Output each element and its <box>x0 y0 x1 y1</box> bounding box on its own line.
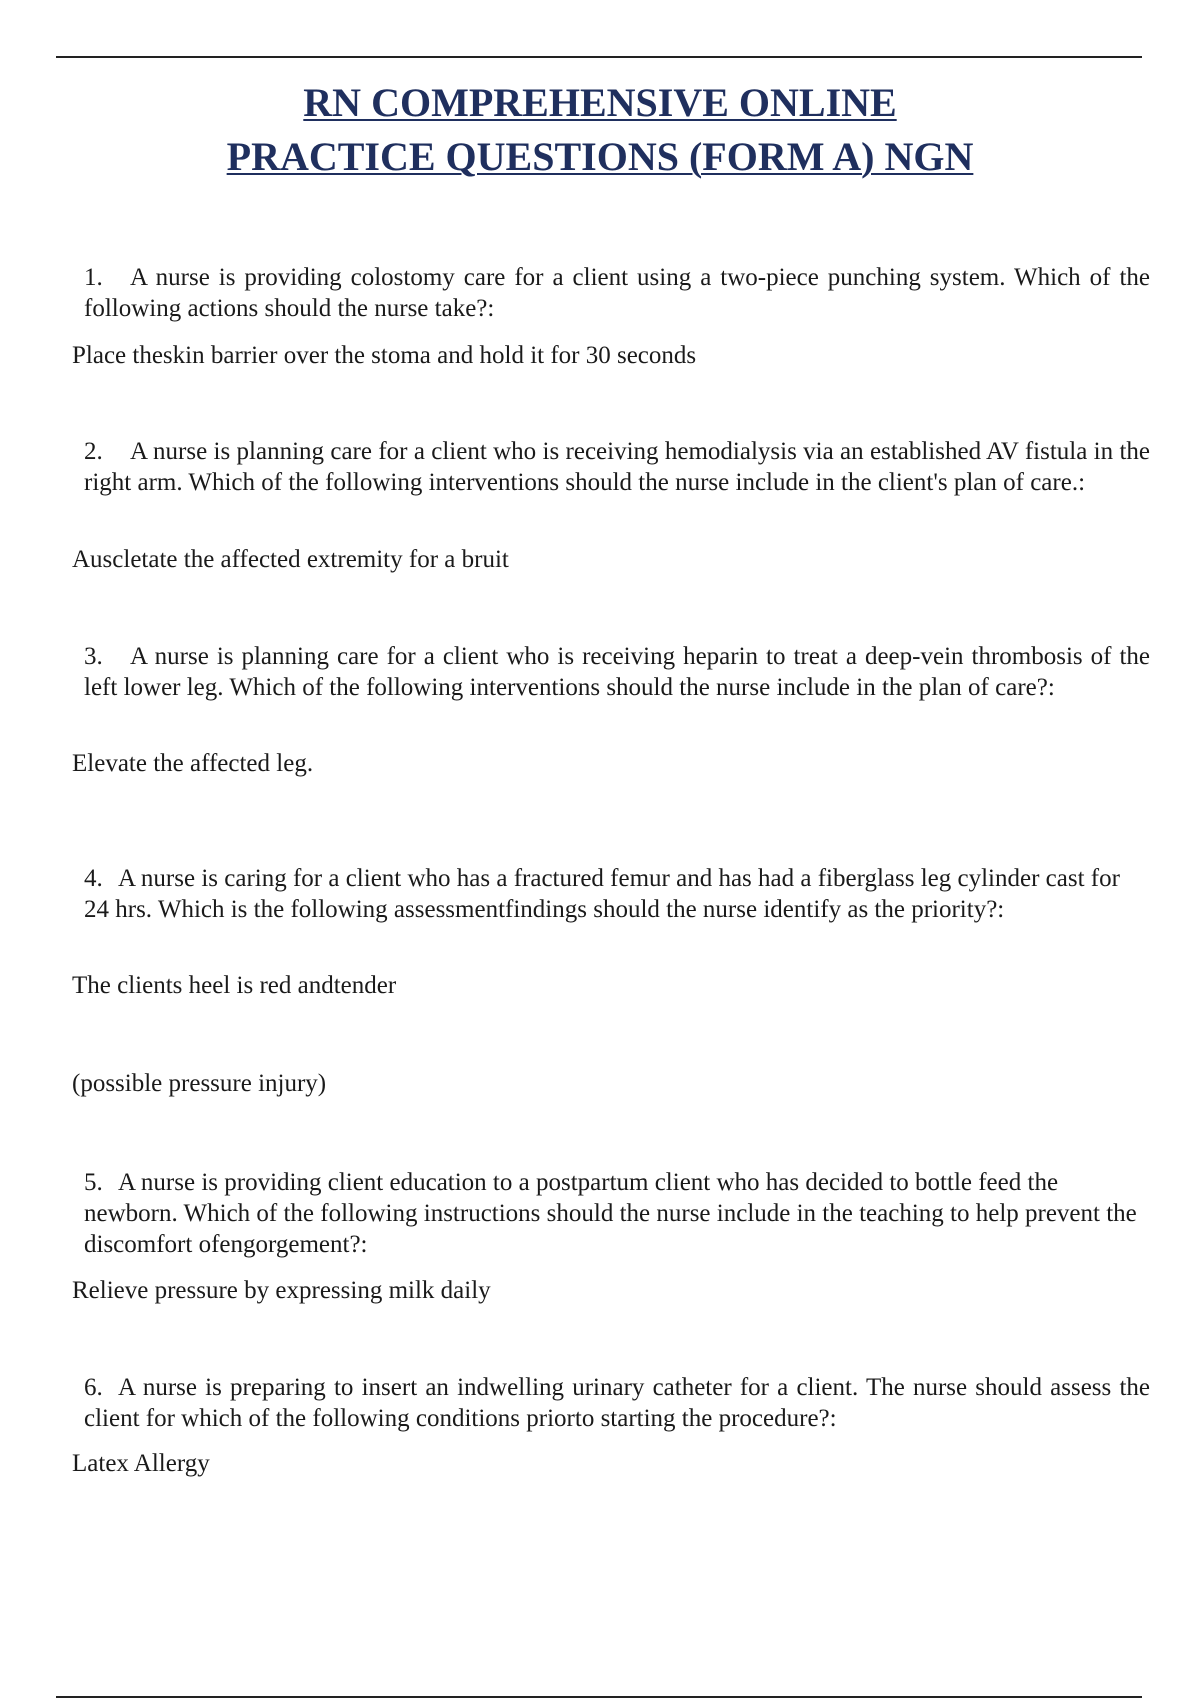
question-text <box>84 436 1150 498</box>
question-number: 1. <box>84 264 103 291</box>
question-body: A nurse is planning care for a client who is receiving heparin to treat a deep-vein thrombosis of the left lower leg. Which of the following interventions should the nurse include in the plan of care?: <box>84 643 1150 701</box>
question-body: A nurse is planning care for a client who is receiving hemodialysis via an established AV fistula in the right arm. Which of the following interventions should the nurse include in the client's plan of care.: <box>84 438 1150 496</box>
question-number: 4. <box>84 865 103 892</box>
question-text <box>84 1167 1150 1260</box>
question-number: 2. <box>84 438 103 465</box>
question-text <box>84 262 1150 324</box>
question-text <box>84 641 1150 703</box>
answer-text: Place theskin barrier over the stoma and hold it for 30 seconds <box>72 342 697 369</box>
question-text <box>84 863 1150 925</box>
question-body: A nurse is preparing to insert an indwelling urinary catheter for a client. The nurse should assess the client for which of the following conditions priorto starting the procedure?: <box>84 1374 1150 1432</box>
question-body: A nurse is providing colostomy care for a client using a two-piece punching system. Which of the following actions should the nurse take?: <box>84 264 1150 322</box>
top-divider <box>56 56 1142 58</box>
answer-text: Auscletate the affected extremity for a bruit <box>72 546 509 573</box>
question-number: 3. <box>84 643 103 670</box>
title-line-1: RN COMPREHENSIVE ONLINE <box>303 80 897 125</box>
question-text <box>84 1372 1150 1434</box>
question-body: A nurse is providing client education to a postpartum client who has decided to bottle feed the newborn. Which of the following instructions should the nurse include in the teaching to help prevent the discomfort ofengorgement?: <box>84 1169 1137 1258</box>
title-line-2: PRACTICE QUESTIONS (FORM A) NGN <box>226 134 974 179</box>
answer-note: (possible pressure injury) <box>72 1070 327 1097</box>
answer-text: Relieve pressure by expressing milk daily <box>72 1277 491 1304</box>
answer-text: Latex Allergy <box>72 1450 210 1477</box>
answer-text: The clients heel is red andtender <box>72 972 397 999</box>
question-body: A nurse is caring for a client who has a fractured femur and has had a fiberglass leg cylinder cast for 24 hrs. Which is the following assessmentfindings should the nurse identify as the priority?: <box>84 865 1120 923</box>
document-title <box>0 76 1200 184</box>
question-number: 6. <box>84 1374 103 1401</box>
question-number: 5. <box>84 1169 103 1196</box>
answer-text: Elevate the affected leg. <box>72 750 314 777</box>
bottom-divider <box>56 1696 1142 1698</box>
